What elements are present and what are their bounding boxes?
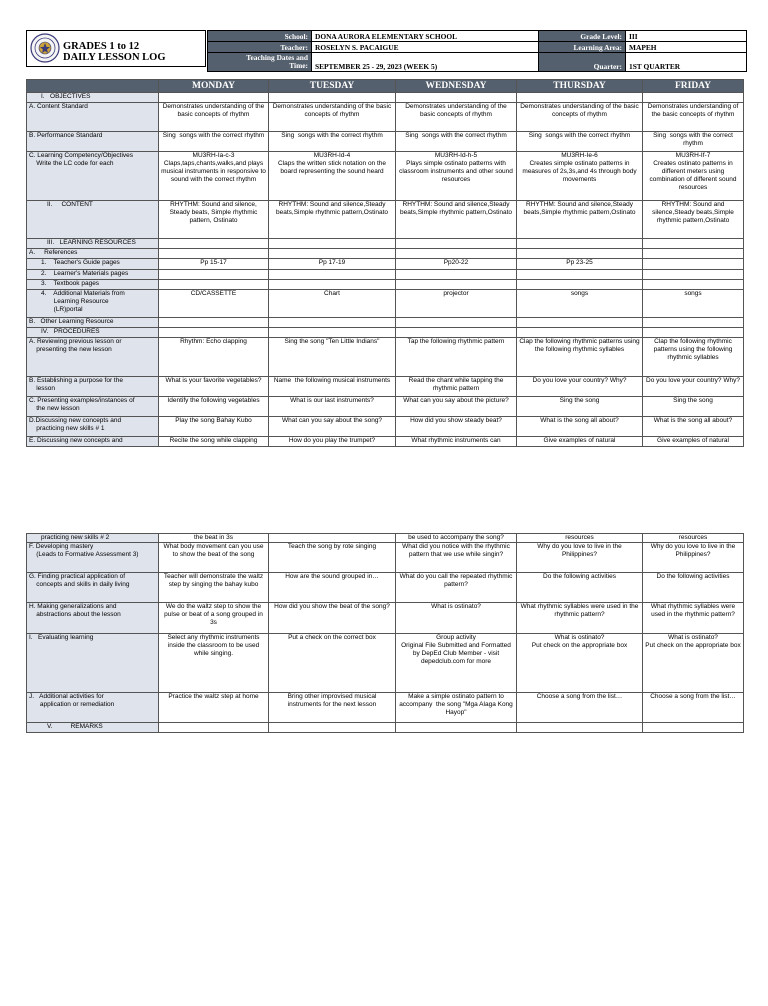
table-row [27, 93, 744, 103]
table-cell [643, 249, 744, 259]
title-line-2: DAILY LESSON LOG [63, 52, 166, 63]
table-cell [269, 328, 396, 338]
table-cell: What rhythmic syllables were used in the rhythmic pattern? [517, 603, 643, 634]
table-cell: Demonstrates understanding of the basic concepts of rhythm [159, 103, 269, 132]
table-cell: Do you love your country? Why? [643, 377, 744, 397]
title-line-1: GRADES 1 to 12 [63, 41, 140, 52]
table-cell [643, 270, 744, 280]
table-row [27, 132, 744, 152]
day-header-friday: FRIDAY [643, 80, 744, 93]
table-cell: We do the waltz step to show the pulse or beat of a song grouped in 3s [159, 603, 269, 634]
table-cell [517, 723, 643, 733]
table-cell [159, 249, 269, 259]
grade-label: Grade Level: [539, 31, 626, 42]
table-cell: Do you love your country? Why? [517, 377, 643, 397]
table-cell: projector [396, 290, 517, 318]
table-cell [517, 249, 643, 259]
day-header-thursday: THURSDAY [517, 80, 643, 93]
table-cell: Select any rhythmic instruments inside the classroom to be used while singing. [159, 634, 269, 693]
table-cell: How did you show the beat of the song? [269, 603, 396, 634]
table-cell: What is our last instruments? [269, 397, 396, 417]
table-row [27, 318, 744, 328]
table-row [27, 103, 744, 132]
table-row [27, 437, 744, 447]
table-cell: Pp20-22 [396, 259, 517, 270]
table-cell: Sing songs with the correct rhythm [643, 132, 744, 152]
row-label: E. Discussing new concepts and [27, 437, 159, 447]
table-cell: Sing songs with the correct rhythm [396, 132, 517, 152]
table-cell: Chart [269, 290, 396, 318]
row-label: B. Performance Standard [27, 132, 159, 152]
dates-label-line-1: Teaching Dates and [246, 53, 308, 62]
table-row [27, 573, 744, 603]
table-cell: Sing the song [517, 397, 643, 417]
table-cell: RHYTHM: Sound and silence, Steady beats, Simple rhythmic pattern, Ostinato [159, 201, 269, 239]
table-cell [159, 280, 269, 290]
quarter-label: Quarter: [539, 53, 626, 72]
table-cell [269, 280, 396, 290]
table-cell [396, 270, 517, 280]
table-cell: Put a check on the correct box [269, 634, 396, 693]
table-cell [396, 328, 517, 338]
table-cell [643, 259, 744, 270]
table-cell: What did you notice with the rhythmic pattern that we use while singin? [396, 543, 517, 573]
table-cell: Sing songs with the correct rhythm [517, 132, 643, 152]
table-cell: songs [643, 290, 744, 318]
table-row [27, 201, 744, 239]
table-cell: RHYTHM: Sound and silence,Steady beats,Simple rhythmic pattern,Ostinato [269, 201, 396, 239]
table-cell: CD/CASSETTE [159, 290, 269, 318]
table-cell: Practice the waltz step at home [159, 693, 269, 723]
table-cell: Give examples of natural [517, 437, 643, 447]
table-row [27, 249, 744, 259]
dates-label-line-2: Time: [289, 61, 308, 70]
table-cell: Sing songs with the correct rhythm [159, 132, 269, 152]
table-row [27, 290, 744, 318]
table-cell: Sing the song "Ten Little Indians" [269, 338, 396, 377]
table-cell: RHYTHM: Sound and silence,Steady beats,Simple rhythmic pattern,Ostinato [643, 201, 744, 239]
table-cell: Demonstrates understanding of the basic concepts of rhythm [643, 103, 744, 132]
table-cell: Bring other improvised musical instruments for the next lesson [269, 693, 396, 723]
table-cell: Tap the following rhythmic pattern [396, 338, 517, 377]
table-cell [396, 318, 517, 328]
header-info-table [207, 30, 747, 72]
table-cell: Give examples of natural [643, 437, 744, 447]
table-cell: How do you play the trumpet? [269, 437, 396, 447]
table-cell [517, 239, 643, 249]
table-cell: be used to accompany the song? [396, 534, 517, 543]
table-cell: How are the sound grouped in… [269, 573, 396, 603]
row-label: I. Evaluating learning [27, 634, 159, 693]
table-cell: Pp 15-17 [159, 259, 269, 270]
table-cell [396, 93, 517, 103]
table-cell: Choose a song from the list… [643, 693, 744, 723]
table-cell [269, 723, 396, 733]
table-cell [269, 93, 396, 103]
table-cell: Pp 23-25 [517, 259, 643, 270]
table-cell: Demonstrates understanding of the basic concepts of rhythm [396, 103, 517, 132]
table-cell: Do the following activities [517, 573, 643, 603]
area-value: MAPEH [626, 42, 747, 53]
teacher-value: ROSELYN S. PACAIGUE [312, 42, 539, 53]
table-row [27, 417, 744, 437]
table-cell [159, 93, 269, 103]
table-cell: Identify the following vegetables [159, 397, 269, 417]
table-cell: What is ostinato? Put check on the appropriate box [517, 634, 643, 693]
table-cell: Why do you love to live in the Philippines? [517, 543, 643, 573]
quarter-value: 1ST QUARTER [626, 53, 747, 72]
row-label: A. Content Standard [27, 103, 159, 132]
table-cell [159, 270, 269, 280]
title-block [26, 30, 206, 67]
table-cell: Clap the following rhythmic patterns using the following rhythmic syllables [643, 338, 744, 377]
table-row [27, 259, 744, 270]
day-header-wednesday: WEDNESDAY [396, 80, 517, 93]
table-cell [269, 534, 396, 543]
table-cell: songs [517, 290, 643, 318]
table-cell: Recite the song while clapping [159, 437, 269, 447]
table-cell [159, 328, 269, 338]
table-cell [396, 280, 517, 290]
table-cell: MU3RH-If-7 Creates ostinato patterns in different meters using combination of different sound resources [643, 152, 744, 201]
table-cell: MU3RH-Ie-6 Creates simple ostinato patterns in measures of 2s,3s,and 4s through body movements [517, 152, 643, 201]
row-label: II. CONTENT [27, 201, 159, 239]
table-cell: Sing songs with the correct rhythm [269, 132, 396, 152]
table-cell [643, 318, 744, 328]
row-label: D.Discussing new concepts and practicing new skills # 1 [27, 417, 159, 437]
day-header-monday: MONDAY [159, 80, 269, 93]
teacher-label: Teacher: [208, 42, 312, 53]
grade-value: III [626, 31, 747, 42]
table-cell: Group activity Original File Submitted and Formatted by DepEd Club Member - visit depedclub.com for more [396, 634, 517, 693]
table-cell: MU3RH-Id-4 Claps the written stick notation on the board representing the sound heard [269, 152, 396, 201]
table-cell: Choose a song from the list… [517, 693, 643, 723]
row-label: IV. PROCEDURES [27, 328, 159, 338]
table-cell [159, 239, 269, 249]
table-cell: Sing the song [643, 397, 744, 417]
row-label: V. REMARKS [27, 723, 159, 733]
table-cell: What rhythmic instruments can [396, 437, 517, 447]
table-cell: What do you call the repeated rhythmic pattern? [396, 573, 517, 603]
dates-label [208, 53, 312, 72]
row-label: A. References [27, 249, 159, 259]
table-cell: What is ostinato? Put check on the appropriate box [643, 634, 744, 693]
row-label: III. LEARNING RESOURCES [27, 239, 159, 249]
table-cell [643, 723, 744, 733]
table-cell: Read the chant while tapping the rhythmic pattern [396, 377, 517, 397]
table-cell: RHYTHM: Sound and silence,Steady beats,Simple rhythmic pattern,Ostinato [517, 201, 643, 239]
row-label: practicing new skills # 2 [27, 534, 159, 543]
row-label: I. OBJECTIVES [27, 93, 159, 103]
table-cell: MU3RH-Ia-c-3 Claps,taps,chants,walks,and plays musical instruments in responsive to sound with the correct rhythm [159, 152, 269, 201]
table-cell [643, 328, 744, 338]
table-cell: Teacher will demonstrate the waltz step by singing the bahay kubo [159, 573, 269, 603]
row-label: C. Learning Competency/Objectives Write the LC code for each [27, 152, 159, 201]
table-cell [396, 723, 517, 733]
table-cell: Rhythm: Echo clapping [159, 338, 269, 377]
table-cell: resources [643, 534, 744, 543]
row-label: A. Reviewing previous lesson or presenting the new lesson [27, 338, 159, 377]
lesson-log-table-part-1 [26, 79, 744, 447]
table-cell [643, 239, 744, 249]
deped-seal-icon [30, 33, 60, 63]
table-cell: Demonstrates understanding of the basic concepts of rhythm [517, 103, 643, 132]
row-label: 1. Teacher's Guide pages [27, 259, 159, 270]
table-cell: What rhythmic syllables were used in the rhythmic pattern? [643, 603, 744, 634]
table-cell [517, 318, 643, 328]
row-label: B. Establishing a purpose for the lesson [27, 377, 159, 397]
row-label: J. Additional activities for application or remediation [27, 693, 159, 723]
table-cell: What is your favorite vegetables? [159, 377, 269, 397]
table-cell [159, 723, 269, 733]
table-cell: Why do you love to live in the Philippines? [643, 543, 744, 573]
school-value: DONA AURORA ELEMENTARY SCHOOL [312, 31, 539, 42]
table-cell: What is the song all about? [643, 417, 744, 437]
table-cell [269, 318, 396, 328]
table-row [27, 534, 744, 543]
table-cell: What can you say about the song? [269, 417, 396, 437]
table-cell: What can you say about the picture? [396, 397, 517, 417]
table-cell: RHYTHM: Sound and silence,Steady beats,Simple rhythmic pattern,Ostinato [396, 201, 517, 239]
table-cell [517, 328, 643, 338]
row-label: 4. Additional Materials from Learning Resource (LR)portal [27, 290, 159, 318]
table-row [27, 603, 744, 634]
row-label: C. Presenting examples/instances of the new lesson [27, 397, 159, 417]
table-row [27, 397, 744, 417]
table-row [27, 280, 744, 290]
table-cell [396, 249, 517, 259]
table-cell [269, 249, 396, 259]
table-cell: Pp 17-19 [269, 259, 396, 270]
table-cell: the beat in 3s [159, 534, 269, 543]
table-row [27, 693, 744, 723]
table-row [27, 338, 744, 377]
row-label: F. Developing mastery (Leads to Formative Assessment 3) [27, 543, 159, 573]
day-header-row [27, 80, 744, 93]
table-cell: What body movement can you use to show the beat of the song [159, 543, 269, 573]
table-cell [643, 280, 744, 290]
table-row [27, 328, 744, 338]
table-row [27, 152, 744, 201]
day-header-blank [27, 80, 159, 93]
table-cell: MU3RH-Id-h-5 Plays simple ostinato patterns with classroom instruments and other sound resources [396, 152, 517, 201]
table-cell [396, 239, 517, 249]
dates-value: SEPTEMBER 25 - 29, 2023 (WEEK 5) [312, 53, 539, 72]
table-cell: Play the song Bahay Kubo [159, 417, 269, 437]
table-cell: resources [517, 534, 643, 543]
table-row [27, 723, 744, 733]
table-cell [269, 239, 396, 249]
lesson-log-table-part-2 [26, 533, 744, 733]
table-cell [517, 270, 643, 280]
table-cell [517, 93, 643, 103]
table-row [27, 543, 744, 573]
table-cell: Do the following activities [643, 573, 744, 603]
table-cell: Name the following musical instruments [269, 377, 396, 397]
table-row [27, 270, 744, 280]
table-cell: Clap the following rhythmic patterns using the following rhythmic syllables [517, 338, 643, 377]
row-label: B. Other Learning Resource [27, 318, 159, 328]
day-header-tuesday: TUESDAY [269, 80, 396, 93]
table-cell [517, 280, 643, 290]
area-label: Learning Area: [539, 42, 626, 53]
table-row [27, 634, 744, 693]
table-row [27, 377, 744, 397]
row-label: G. Finding practical application of concepts and skills in daily living [27, 573, 159, 603]
table-cell: Make a simple ostinato pattern to accompany the song "Mga Alaga Kong Hayop" [396, 693, 517, 723]
table-cell [643, 93, 744, 103]
table-cell: Teach the song by rote singing [269, 543, 396, 573]
table-row [27, 239, 744, 249]
school-label: School: [208, 31, 312, 42]
row-label: H. Making generalizations and abstractions about the lesson [27, 603, 159, 634]
table-cell: How did you show steady beat? [396, 417, 517, 437]
table-cell: What is the song all about? [517, 417, 643, 437]
row-label: 2. Learner's Materials pages [27, 270, 159, 280]
table-cell [159, 318, 269, 328]
table-cell: What is ostinato? [396, 603, 517, 634]
table-cell [269, 270, 396, 280]
row-label: 3. Textbook pages [27, 280, 159, 290]
table-cell: Demonstrates understanding of the basic concepts of rhythm [269, 103, 396, 132]
